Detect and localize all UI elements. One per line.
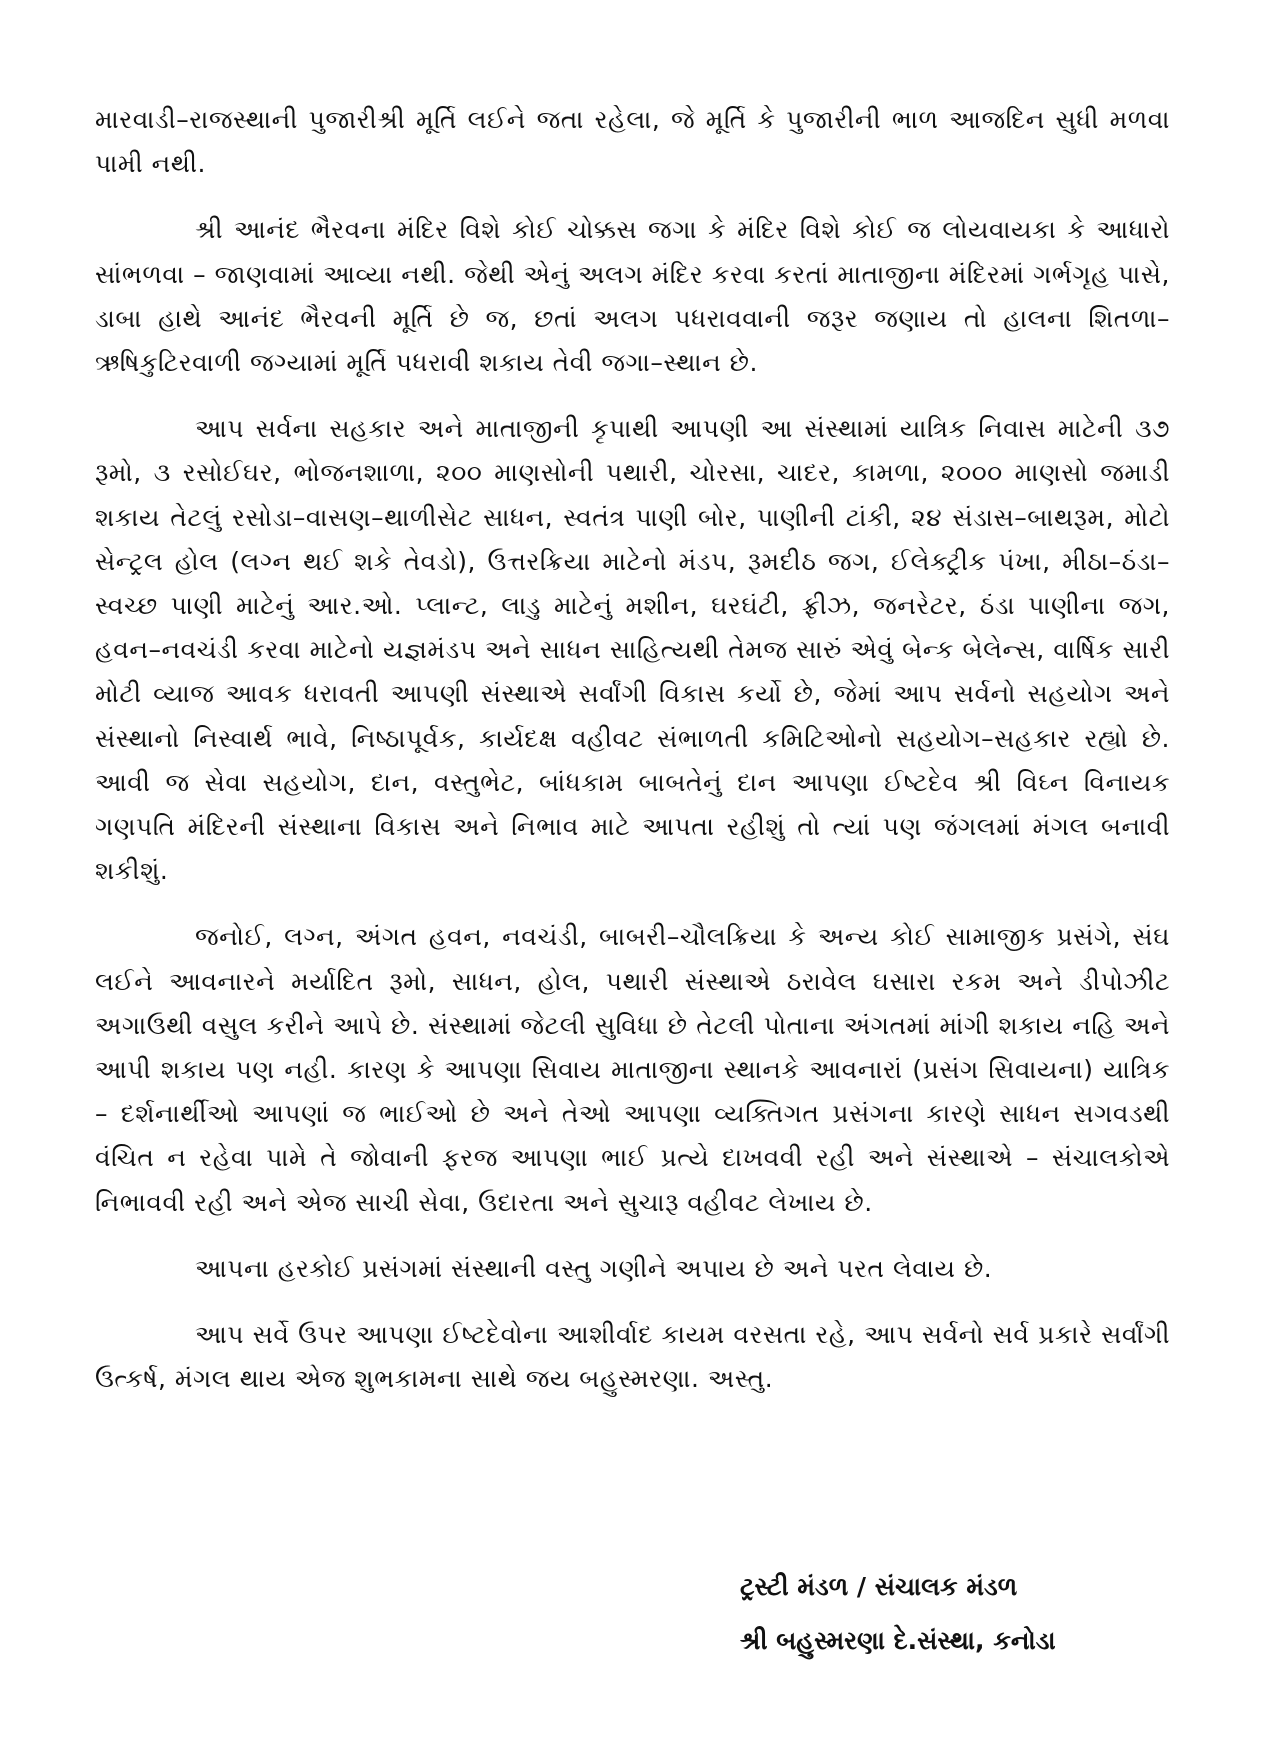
paragraph-continuation: મારવાડી–રાજસ્થાની પુજારીશ્રી મૂર્તિ લઈને જતા રહેલા, જે મૂર્તિ કે પુજારીની ભાળ આજદિન સુધી મળવા પામી નથી. — [95, 105, 1170, 179]
signature-block — [740, 1560, 1180, 1668]
paragraph-occasions: જનોઈ, લગ્ન, અંગત હવન, નવચંડી, બાબરી–ચૌલક્રિયા કે અન્ય કોઈ સામાજીક પ્રસંગે, સંઘ લઈને આવનારને મર્યાદિત રૂમો, સાધન, હોલ, પથારી સંસ્થાએ ઠરાવેલ ઘસારા રકમ અને ડીપોઝીટ અગાઉથી વસુલ કરીને આપે છે. સંસ્થામાં જેટલી સુવિધા છે તેટલી પોતાના અંગતમાં માંગી શકાય નહિ અને આપી શકાય પણ નહી. કારણ કે આપણા સિવાય માતાજીના સ્થાનકે આવનારાં (પ્રસંગ સિવાયના) યાત્રિક – દર્શનાર્થીઓ આપણાં જ ભાઈઓ છે અને તેઓ આપણા વ્યક્તિગત પ્રસંગના કારણે સાધન સગવડથી વંચિત ન રહેવા પામે તે જોવાની ફરજ આપણા ભાઈ પ્રત્યે દાખવવી રહી અને સંસ્થાએ – સંચાલકોએ નિભાવવી રહી અને એજ સાચી સેવા, ઉદારતા અને સુચારૂ વહીવટ લેખાય છે. — [95, 922, 1170, 1217]
paragraph-facilities: આપ સર્વના સહકાર અને માતાજીની કૃપાથી આપણી આ સંસ્થામાં યાત્રિક નિવાસ માટેની ૩૭ રૂમો, ૩ રસોઈઘર, ભોજનશાળા, ૨૦૦ માણસોની પથારી, ચોરસા, ચાદર, કામળા, ૨૦૦૦ માણસો જમાડી શકાય તેટલું રસોડા–વાસણ–થાળીસેટ સાધન, સ્વતંત્ર પાણી બોર, પાણીની ટાંકી, ૨૪ સંડાસ–બાથરૂમ, મોટો સેન્ટ્રલ હોલ (લગ્ન થઈ શકે તેવડો), ઉત્તરક્રિયા માટેનો મંડપ, રૂમદીઠ જગ, ઈલેક્ટ્રીક પંખા, મીઠા–ઠંડા–સ્વચ્છ પાણી માટેનું આર.ઓ. પ્લાન્ટ, લાડુ માટેનું મશીન, ઘરઘંટી, ફ્રીઝ, જનરેટર, ઠંડા પાણીના જગ, હવન–નવચંડી કરવા માટેનો યજ્ઞમંડપ અને સાધન સાહિત્યથી તેમજ સારું એવું બેન્ક બેલેન્સ, વાર્ષિક સારી મોટી વ્યાજ આવક ધરાવતી આપણી સંસ્થાએ સર્વાંગી વિકાસ કર્યો છે, જેમાં આપ સર્વનો સહયોગ અને સંસ્થાનો નિસ્વાર્થ ભાવે, નિષ્ઠાપૂર્વક, કાર્યદક્ષ વહીવટ સંભાળતી કમિટિઓનો સહયોગ–સહકાર રહ્યો છે. આવી જ સેવા સહયોગ, દાન, વસ્તુભેટ, બાંધકામ બાબતેનું દાન આપણા ઈષ્ટદેવ શ્રી વિઘ્ન વિનાયક ગણપતિ મંદિરની સંસ્થાના વિકાસ અને નિભાવ માટે આપતા રહીશું તો ત્યાં પણ જંગલમાં મંગલ બનાવી શકીશું. — [95, 414, 1170, 886]
paragraph-anand-bhairav: શ્રી આનંદ ભૈરવના મંદિર વિશે કોઈ ચોક્કસ જગા કે મંદિર વિશે કોઈ જ લોયવાયકા કે આધારો સાંભળવા – જાણવામાં આવ્યા નથી. જેથી એનું અલગ મંદિર કરવા કરતાં માતાજીના મંદિરમાં ગર્ભગૃહ પાસે, ડાબા હાથે આનંદ ભૈરવની મૂર્તિ છે જ, છતાં અલગ પધરાવવાની જરૂર જણાય તો હાલના શિતળા–ઋષિકુટિરવાળી જગ્યામાં મૂર્તિ પધરાવી શકાય તેવી જગા–સ્થાન છે. — [95, 215, 1170, 378]
signature-institution: શ્રી બહુસ્મરણા દે.સંસ્થા, કનોડા — [740, 1626, 1056, 1655]
paragraph-blessings: આપ સર્વે ઉપર આપણા ઈષ્ટદેવોના આશીર્વાદ કાયમ વરસતા રહે, આપ સર્વનો સર્વ પ્રકારે સર્વાંગી ઉત્કર્ષ, મંગલ થાય એજ શુભકામના સાથે જય બહુસ્મરણા. અસ્તુ. — [95, 1320, 1170, 1394]
document-body — [95, 98, 1170, 1423]
paragraph-items-returned: આપના હરકોઈ પ્રસંગમાં સંસ્થાની વસ્તુ ગણીને અપાય છે અને પરત લેવાય છે. — [195, 1253, 993, 1283]
signature-trust-board: ટ્રસ્ટી મંડળ / સંચાલક મંડળ — [740, 1572, 1018, 1601]
